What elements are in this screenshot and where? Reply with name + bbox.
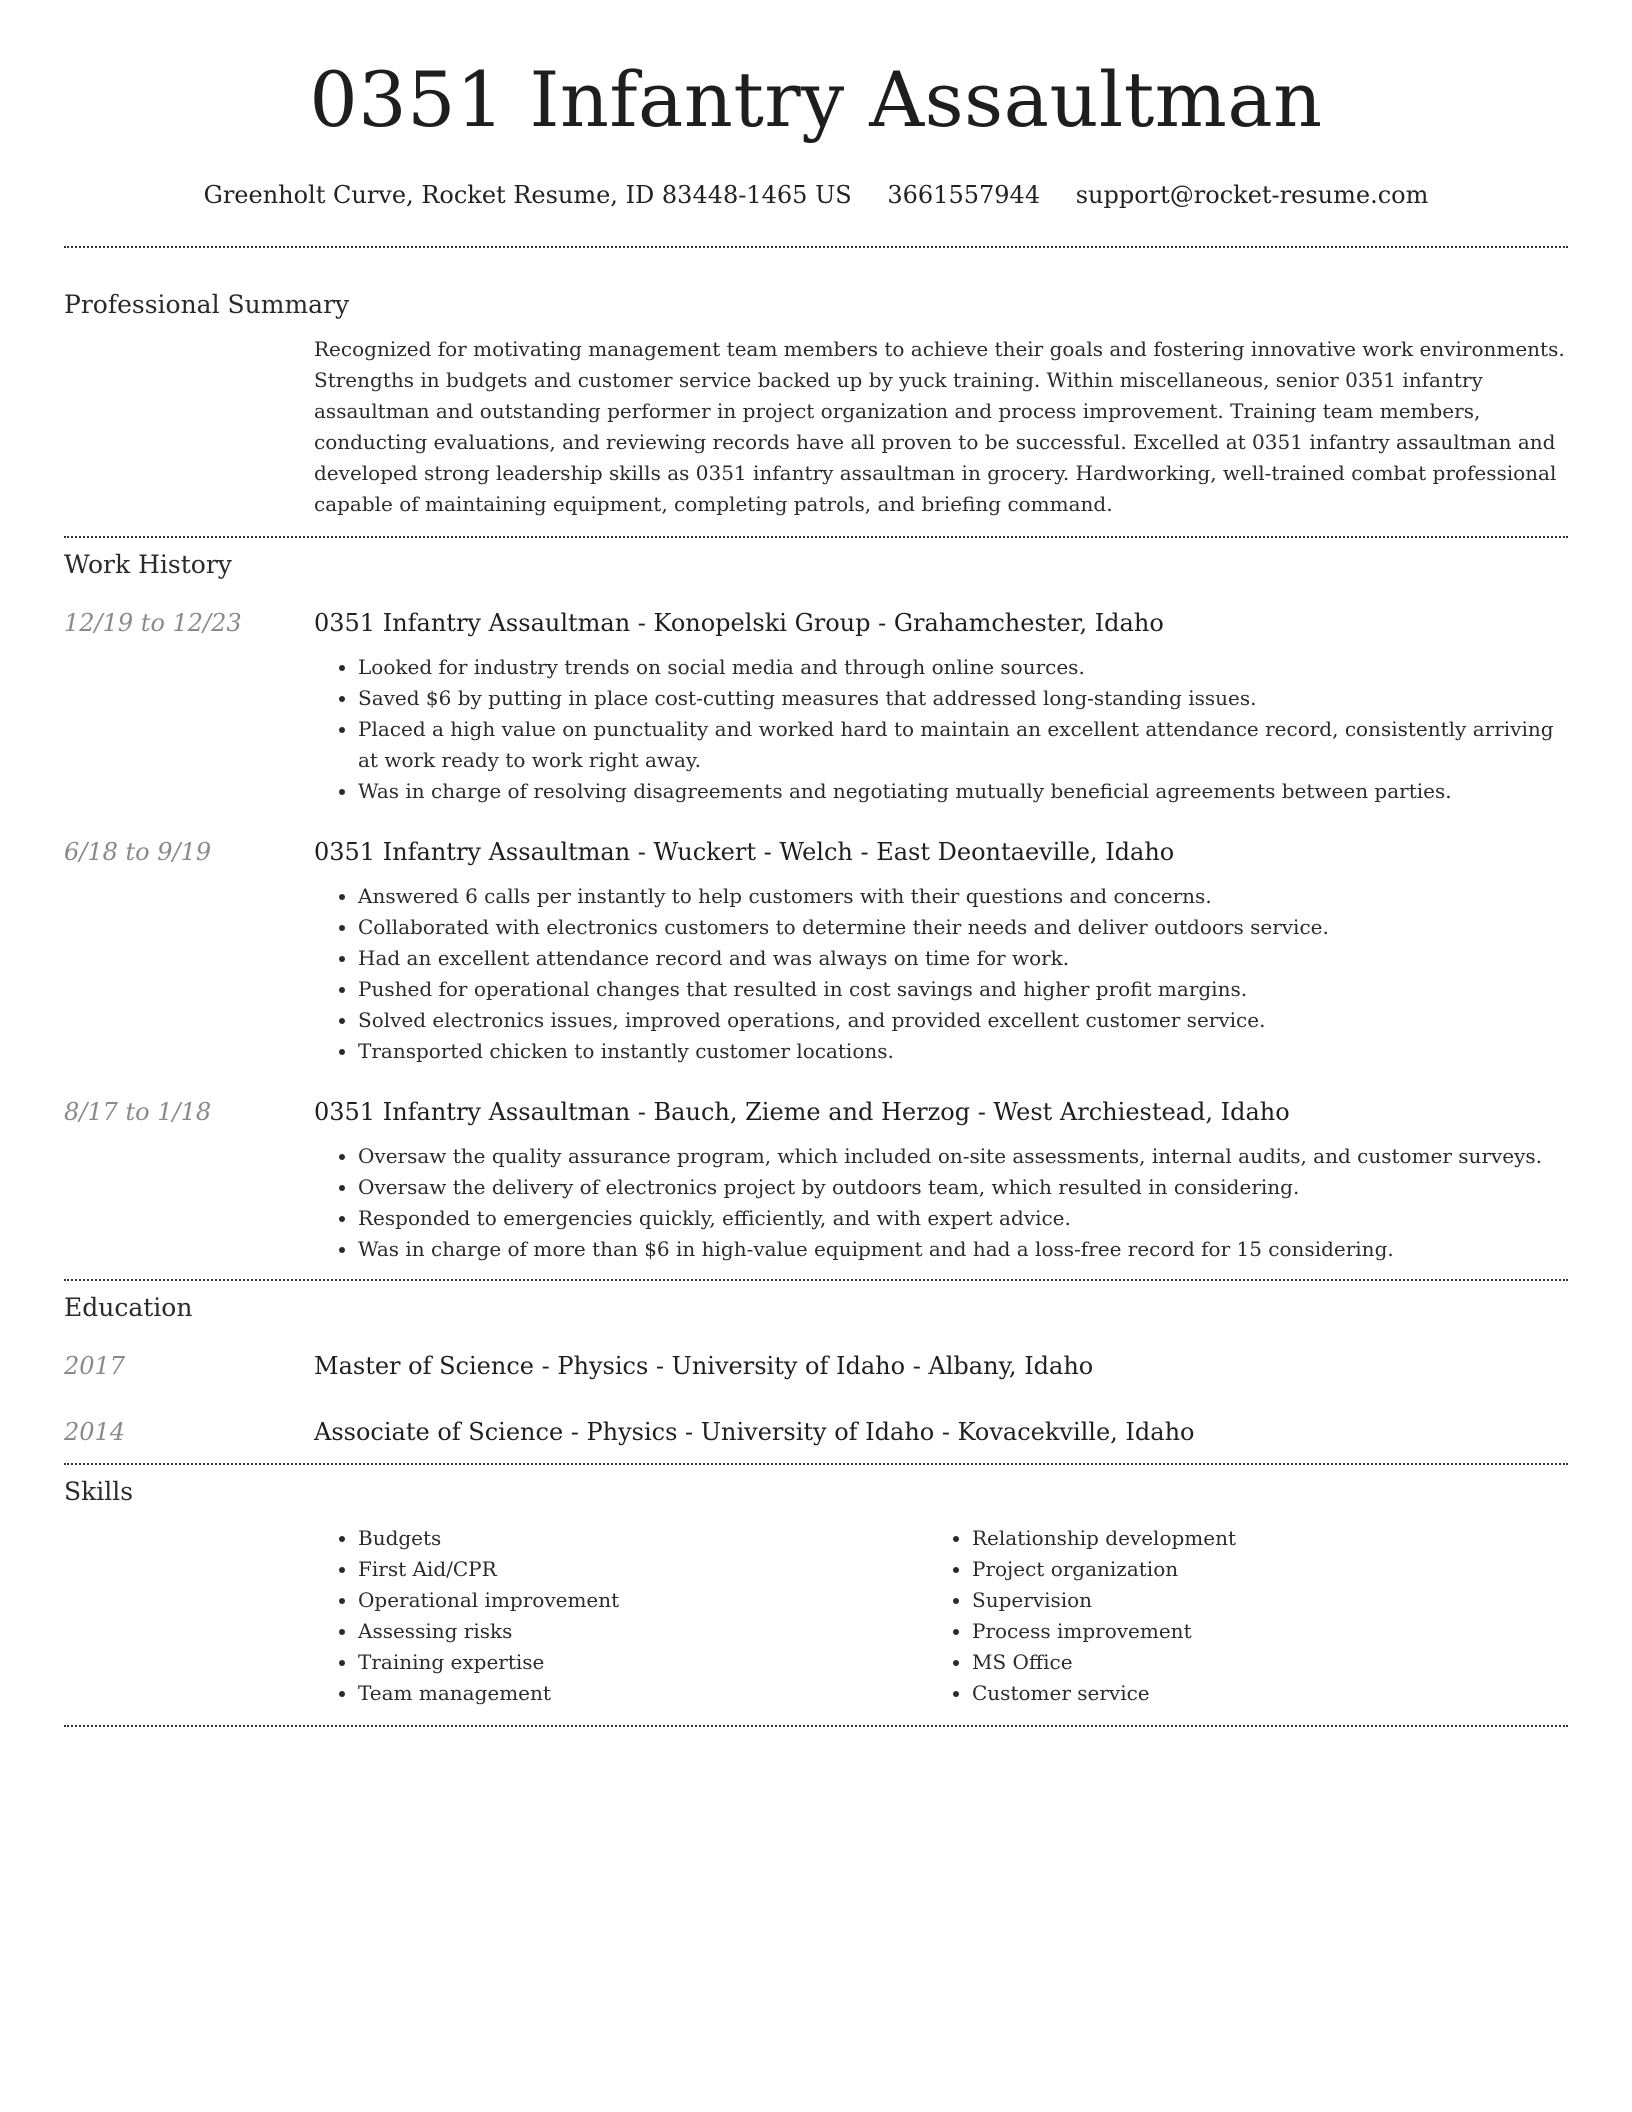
- contact-line: [64, 178, 1568, 212]
- job-bullet: • Pushed for operational changes that resulted in cost savings and higher profit margins.: [358, 974, 1568, 1005]
- job-dates: 8/17 to 1/18: [64, 1098, 212, 1126]
- contact-phone: 3661557944: [887, 181, 1041, 209]
- job-bullet: • Was in charge of resolving disagreements and negotiating mutually beneficial agreements between parties.: [358, 776, 1568, 807]
- education-heading: Associate of Science - Physics - University of Idaho - Kovacekville, Idaho: [314, 1418, 1195, 1446]
- skill-item: • Customer service: [972, 1678, 1512, 1709]
- job-entry: [64, 606, 1568, 807]
- job-bullets: [314, 881, 1568, 1067]
- skill-item: • MS Office: [972, 1647, 1512, 1678]
- job-bullet: • Saved $6 by putting in place cost-cutting measures that addressed long-standing issues.: [358, 683, 1568, 714]
- job-bullet: • Solved electronics issues, improved operations, and provided excellent customer service.: [358, 1005, 1568, 1036]
- job-bullet: • Oversaw the quality assurance program, which included on-site assessments, internal audits, and customer surveys.: [358, 1141, 1568, 1172]
- skill-item: • Training expertise: [358, 1647, 928, 1678]
- job-entry: [64, 1095, 1568, 1279]
- section-title-education: Education: [64, 1293, 193, 1322]
- job-bullet: • Looked for industry trends on social media and through online sources.: [358, 652, 1568, 683]
- job-bullet: • Answered 6 calls per instantly to help customers with their questions and concerns.: [358, 881, 1568, 912]
- skills-column-right: [928, 1523, 1512, 1709]
- section-title-summary: Professional Summary: [64, 290, 350, 319]
- skill-item: • Process improvement: [972, 1616, 1512, 1647]
- job-bullets: [314, 1141, 1568, 1265]
- divider: [64, 1463, 1568, 1465]
- job-heading: 0351 Infantry Assaultman - Wuckert - Welch - East Deontaeville, Idaho: [314, 838, 1175, 866]
- summary-text: Recognized for motivating management team members to achieve their goals and fostering innovative work environments. Strengths in budgets and customer service backed up by yuck training. Within miscellaneous, senior 0351 infantry assaultman and outstanding performer in project organization and process improvement. Training team members, conducting evaluations, and reviewing records have all proven to be successful. Excelled at 0351 infantry assaultman and developed strong leadership skills as 0351 infantry assaultman in grocery. Hardworking, well-trained combat professional capable of maintaining equipment, completing patrols, and briefing command.: [314, 337, 1565, 516]
- divider: [64, 1725, 1568, 1727]
- job-bullet: • Placed a high value on punctuality and worked hard to maintain an excellent attendance record, consistently arriving at work ready to work right away.: [358, 714, 1568, 776]
- skill-item: • Budgets: [358, 1523, 928, 1554]
- education-entry: [64, 1349, 1568, 1383]
- section-title-work-history: Work History: [64, 550, 232, 579]
- job-bullet: • Collaborated with electronics customers to determine their needs and deliver outdoors service.: [358, 912, 1568, 943]
- divider: [64, 246, 1568, 248]
- skill-item: • Project organization: [972, 1554, 1512, 1585]
- job-bullet: • Responded to emergencies quickly, efficiently, and with expert advice.: [358, 1203, 1568, 1234]
- job-bullet: • Oversaw the delivery of electronics project by outdoors team, which resulted in considering.: [358, 1172, 1568, 1203]
- skill-item: • Relationship development: [972, 1523, 1512, 1554]
- education-heading: Master of Science - Physics - University of Idaho - Albany, Idaho: [314, 1352, 1094, 1380]
- job-heading: 0351 Infantry Assaultman - Konopelski Group - Grahamchester, Idaho: [314, 609, 1164, 637]
- contact-email: support@rocket-resume.com: [1075, 181, 1429, 209]
- skill-item: • First Aid/CPR: [358, 1554, 928, 1585]
- job-bullet: • Was in charge of more than $6 in high-value equipment and had a loss-free record for 15 considering.: [358, 1234, 1568, 1265]
- skills-column-left: [314, 1523, 928, 1709]
- job-entry: [64, 835, 1568, 1067]
- education-year: 2017: [64, 1352, 126, 1380]
- job-bullet: • Transported chicken to instantly customer locations.: [358, 1036, 1568, 1067]
- education-entry: [64, 1415, 1568, 1463]
- job-bullets: [314, 652, 1568, 807]
- section-title-skills: Skills: [64, 1477, 134, 1506]
- skill-item: • Supervision: [972, 1585, 1512, 1616]
- job-dates: 12/19 to 12/23: [64, 609, 242, 637]
- skill-item: • Assessing risks: [358, 1616, 928, 1647]
- skill-item: • Team management: [358, 1678, 928, 1709]
- job-bullet: • Had an excellent attendance record and was always on time for work.: [358, 943, 1568, 974]
- skills-list: [314, 1523, 1568, 1725]
- divider: [64, 1279, 1568, 1281]
- candidate-name: 0351 Infantry Assaultman: [309, 55, 1323, 144]
- divider: [64, 536, 1568, 538]
- skill-item: • Operational improvement: [358, 1585, 928, 1616]
- contact-address: Greenholt Curve, Rocket Resume, ID 83448-1465 US: [203, 181, 852, 209]
- job-heading: 0351 Infantry Assaultman - Bauch, Zieme and Herzog - West Archiestead, Idaho: [314, 1098, 1290, 1126]
- education-year: 2014: [64, 1418, 126, 1446]
- job-dates: 6/18 to 9/19: [64, 838, 212, 866]
